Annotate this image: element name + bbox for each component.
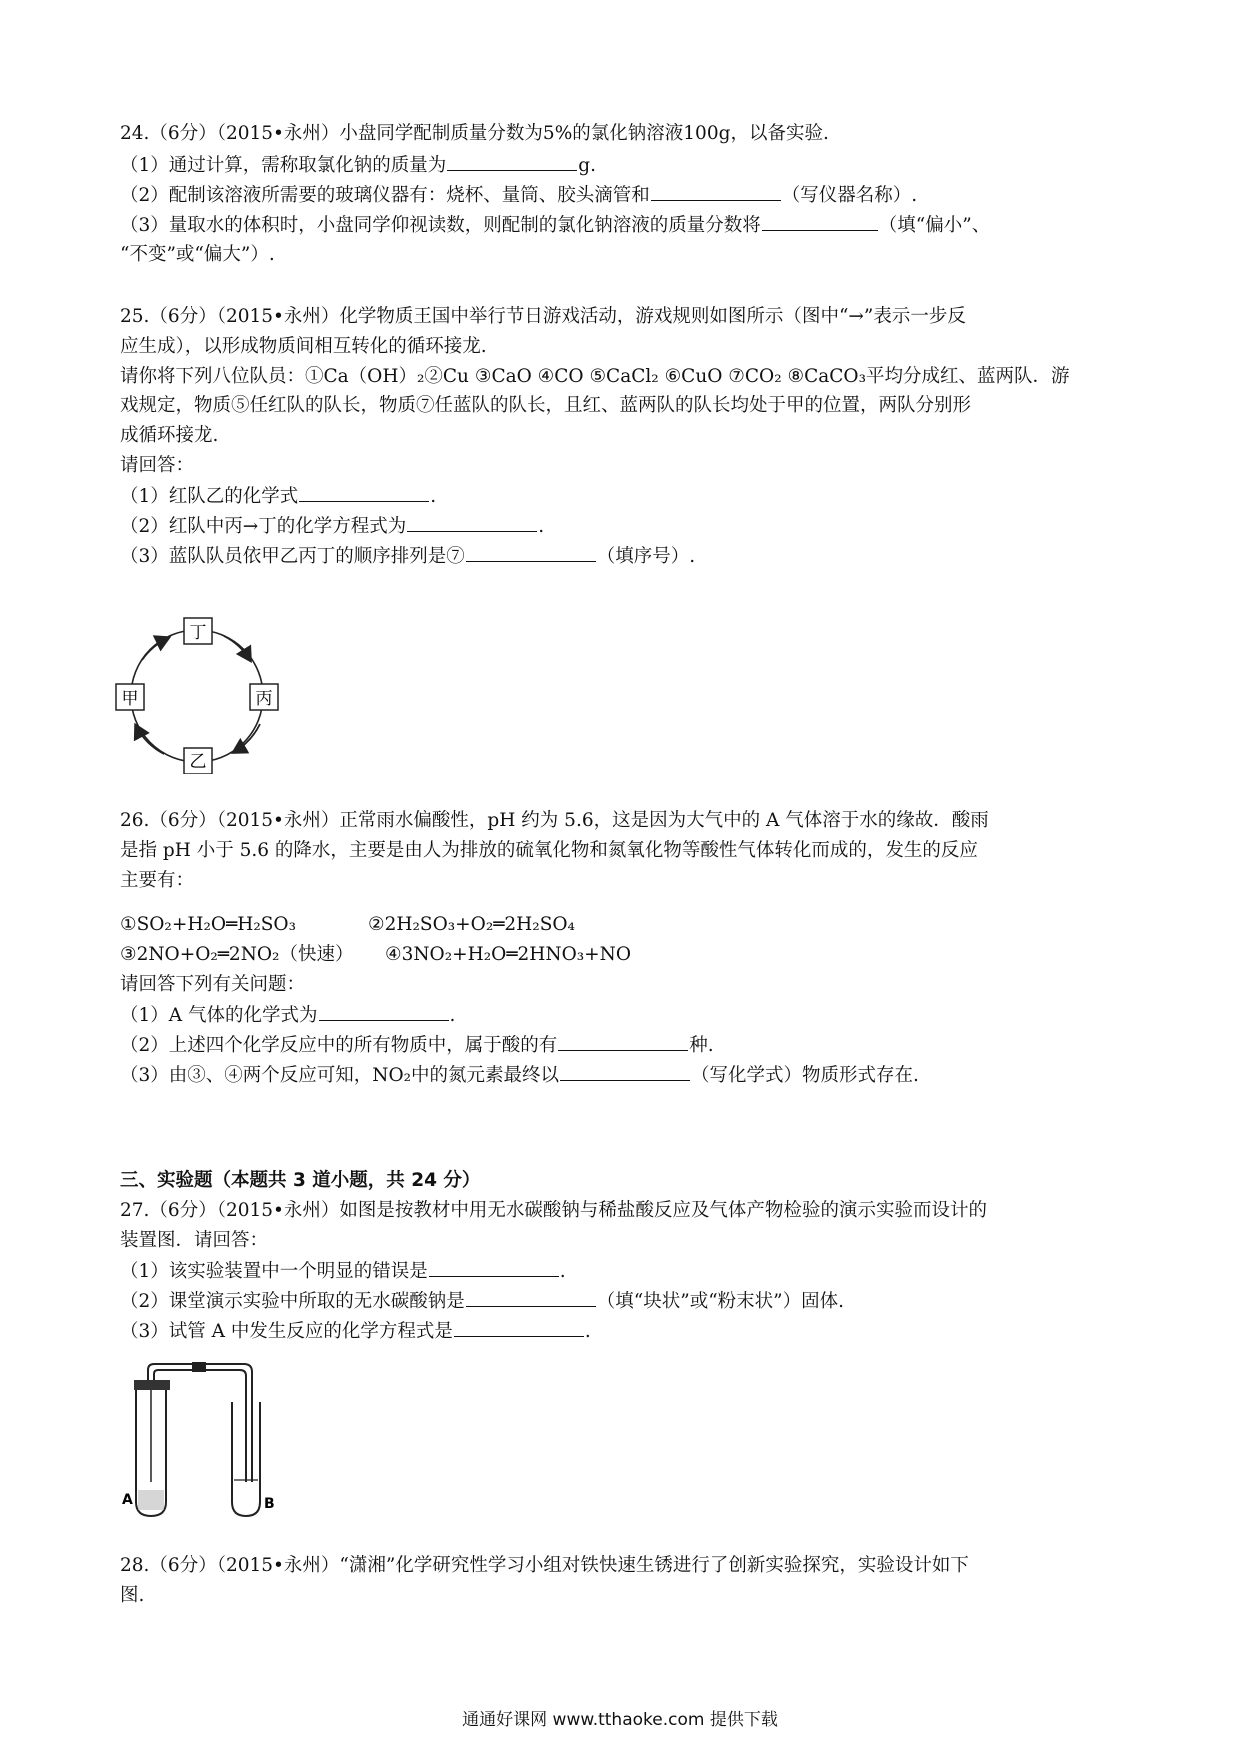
- answer-blank[interactable]: [429, 1258, 559, 1277]
- q26-part3: （3）由③、④两个反应可知，NO₂中的氮元素最终以 （写化学式）物质形式存在.: [120, 1062, 919, 1089]
- answer-blank[interactable]: [466, 1288, 596, 1307]
- arrow-jia-ding: [142, 638, 168, 660]
- answer-blank[interactable]: [299, 483, 429, 502]
- label-a: A: [122, 1492, 133, 1508]
- q25-stem-3: 请你将下列八位队员：①Ca（OH）₂②Cu ③CaO ④CO ⑤CaCl₂ ⑥CuO ⑦CO₂ ⑧CaCO₃平均分成红、蓝两队．游: [120, 366, 1070, 387]
- stopper-a: [134, 1380, 170, 1390]
- q27-part3: （3）试管 A 中发生反应的化学方程式是 .: [120, 1318, 591, 1345]
- q25-stem-2: 应生成），以形成物质间相互转化的循环接龙.: [120, 336, 487, 357]
- q25-part2: （2）红队中丙→丁的化学方程式为 .: [120, 513, 544, 540]
- answer-blank[interactable]: [651, 182, 781, 201]
- q26-part2: （2）上述四个化学反应中的所有物质中，属于酸的有 种.: [120, 1032, 714, 1059]
- answer-blank[interactable]: [447, 152, 577, 171]
- arrow-ding-bing: [224, 636, 250, 660]
- q25-stem-5: 成循环接龙.: [120, 425, 219, 446]
- q24-part1: （1）通过计算，需称取氯化钠的质量为 g.: [120, 152, 596, 179]
- answer-blank[interactable]: [454, 1318, 584, 1337]
- q27-part2: （2）课堂演示实验中所取的无水碳酸钠是 （填“块状”或“粉末状”）固体.: [120, 1288, 844, 1315]
- answer-blank[interactable]: [407, 513, 537, 532]
- q26-stem-2: 是指 pH 小于 5.6 的降水，主要是由人为排放的硫氧化物和氮氧化物等酸性气体转化而成的，发生的反应: [120, 840, 978, 861]
- q24-stem: 24.（6分）（2015•永州）小盘同学配制质量分数为5%的氯化钠溶液100g，以备实验.: [120, 123, 829, 144]
- q24-part3-cont: “不变”或“偏大”）.: [120, 244, 275, 265]
- cycle-diagram: [112, 612, 282, 774]
- q26-part1: （1）A 气体的化学式为 .: [120, 1002, 455, 1029]
- q27-part1: （1）该实验装置中一个明显的错误是 .: [120, 1258, 566, 1285]
- q25-stem-1: 25.（6分）（2015•永州）化学物质王国中举行节日游戏活动，游戏规则如图所示（图中“→”表示一步反: [120, 306, 966, 327]
- node-right: 丙: [255, 689, 273, 709]
- q25-part3: （3）蓝队队员依甲乙丙丁的顺序排列是⑦ （填序号）.: [120, 543, 695, 570]
- q24-part2: （2）配制该溶液所需要的玻璃仪器有：烧杯、量筒、胶头滴管和 （写仪器名称）.: [120, 182, 917, 209]
- answer-blank[interactable]: [466, 543, 596, 562]
- node-top: 丁: [189, 623, 207, 643]
- apparatus-figure: [118, 1362, 318, 1520]
- page-footer: 通通好课网 www.tthaoke.com 提供下载: [462, 1710, 778, 1730]
- q26-ask: 请回答下列有关问题：: [120, 974, 306, 995]
- label-b: B: [264, 1496, 275, 1512]
- q28-stem-1: 28.（6分）（2015•永州）“潇湘”化学研究性学习小组对铁快速生锈进行了创新实验探究，实验设计如下: [120, 1555, 969, 1576]
- q26-reaction-3: ③2NO+O₂═2NO₂（快速）: [120, 944, 354, 965]
- q26-reaction-1: ①SO₂+H₂O═H₂SO₃: [120, 914, 297, 935]
- node-bottom: 乙: [189, 752, 207, 772]
- answer-blank[interactable]: [560, 1062, 690, 1081]
- q28-stem-2: 图.: [120, 1585, 145, 1606]
- q24-part3: （3）量取水的体积时，小盘同学仰视读数，则配制的氯化钠溶液的质量分数将 （填“偏小”、: [120, 212, 990, 239]
- q25-part1: （1）红队乙的化学式 .: [120, 483, 436, 510]
- q26-stem-1: 26.（6分）（2015•永州）正常雨水偏酸性，pH 约为 5.6，这是因为大气中的 A 气体溶于水的缘故．酸雨: [120, 810, 989, 831]
- answer-blank[interactable]: [558, 1032, 688, 1051]
- answer-blank[interactable]: [319, 1002, 449, 1021]
- q27-stem-2: 装置图．请回答：: [120, 1230, 269, 1251]
- q27-stem-1: 27.（6分）（2015•永州）如图是按教材中用无水碳酸钠与稀盐酸反应及气体产物检验的演示实验而设计的: [120, 1200, 987, 1221]
- q26-reaction-4: ④3NO₂+H₂O═2HNO₃+NO: [385, 944, 632, 965]
- q25-stem-4: 戏规定，物质⑤任红队的队长，物质⑦任蓝队的队长，且红、蓝两队的队长均处于甲的位置，两队分别形: [120, 395, 972, 416]
- q26-reaction-2: ②2H₂SO₃+O₂═2H₂SO₄: [368, 914, 575, 935]
- answer-blank[interactable]: [762, 212, 878, 231]
- section-title: 三、实验题（本题共 3 道小题，共 24 分）: [120, 1170, 481, 1191]
- node-left: 甲: [121, 689, 139, 709]
- q25-ask: 请回答：: [120, 455, 195, 476]
- q26-stem-3: 主要有：: [120, 870, 195, 891]
